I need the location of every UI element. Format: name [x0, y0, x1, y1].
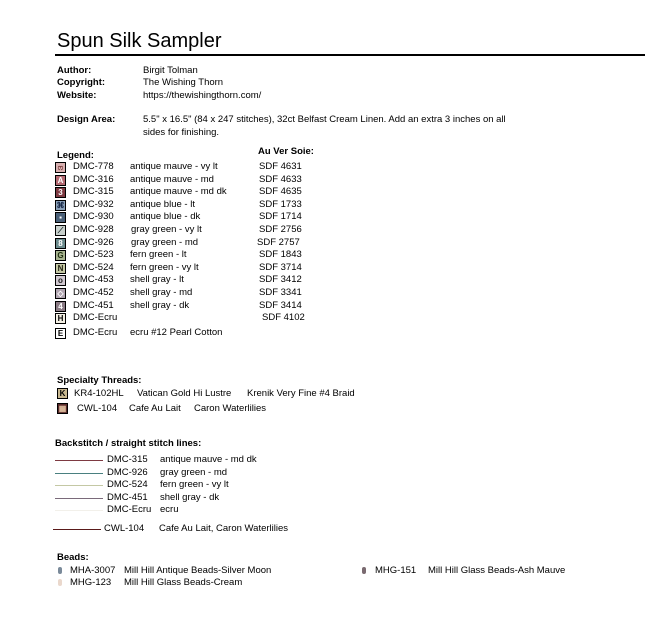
bead-icon	[58, 579, 62, 586]
legend-code: DMC-778	[73, 161, 114, 172]
symbol-icon: K	[57, 388, 68, 399]
specialty-header: Specialty Threads:	[57, 375, 142, 386]
legend-code: DMC-451	[73, 299, 114, 311]
legend-code: DMC-452	[73, 287, 114, 298]
legend-name: antique mauve - vy lt	[130, 161, 218, 172]
legend-name: shell gray - dk	[130, 299, 190, 311]
design-area-value-1: 5.5" x 16.5" (84 x 247 stitches), 32ct Belfast Cream Linen. Add an extra 3 inches on all	[143, 114, 506, 125]
legend-code: DMC-316	[73, 173, 114, 185]
specialty-brand: Caron Waterlilies	[194, 403, 266, 414]
backstitch-name: shell gray - dk	[160, 491, 220, 503]
stitch-line-swatch	[55, 460, 103, 461]
bead-icon	[58, 567, 62, 574]
specialty-brand: Krenik Very Fine #4 Braid	[247, 388, 355, 399]
legend-name: fern green - lt	[130, 249, 187, 261]
specialty-code: KR4-102HL	[74, 388, 124, 399]
stitch-line-swatch	[55, 473, 103, 474]
legend-code: DMC-932	[73, 198, 114, 210]
legend-code: DMC-315	[73, 186, 114, 198]
legend-alt: SDF 1843	[259, 249, 302, 261]
symbol-icon: ▦	[58, 404, 67, 413]
bead-icon	[362, 567, 366, 574]
legend-alt: SDF 2756	[259, 224, 302, 235]
symbol-icon: G	[55, 250, 66, 261]
symbol-icon: H	[55, 313, 66, 324]
copyright-label: Copyright:	[57, 77, 106, 88]
copyright-value: The Wishing Thorn	[143, 77, 224, 88]
stitch-line-swatch	[55, 510, 103, 511]
legend-alt: SDF 2757	[257, 236, 300, 248]
stitch-line-swatch	[55, 498, 103, 499]
legend-alt: SDF 4631	[259, 161, 302, 172]
bead-name: Mill Hill Antique Beads-Silver Moon	[124, 565, 272, 576]
bead-code: MHG-123	[70, 577, 112, 588]
legend-header: Legend:	[57, 150, 94, 161]
backstitch-code: DMC-Ecru	[107, 504, 152, 515]
symbol-icon: ◇	[55, 288, 66, 299]
stitch-line-swatch	[53, 529, 101, 530]
author-value: Birgit Tolman	[143, 65, 198, 76]
legend-code: DMC-Ecru	[73, 327, 118, 338]
legend-code: DMC-524	[73, 261, 114, 273]
legend-name: antique blue - lt	[130, 198, 195, 210]
backstitch-name: antique mauve - md dk	[160, 454, 257, 465]
author-label: Author:	[57, 65, 92, 76]
backstitch-name: fern green - vy lt	[160, 479, 229, 490]
legend-alt: SDF 4102	[262, 312, 305, 323]
specialty-code: CWL-104	[77, 403, 118, 414]
legend-alt: SDF 1714	[259, 211, 302, 223]
symbol-icon: E	[55, 328, 66, 339]
legend-alt: SDF 3412	[259, 274, 302, 286]
legend-code: DMC-523	[73, 249, 114, 261]
website-value[interactable]: https://thewishingthorn.com/	[143, 90, 262, 101]
legend-alt: SDF 3414	[259, 299, 302, 311]
backstitch-code: DMC-926	[107, 466, 148, 478]
legend-name: antique mauve - md dk	[130, 186, 227, 198]
symbol-icon: 8	[55, 238, 66, 249]
symbol-icon: ⌘	[56, 200, 65, 210]
legend-name: shell gray - lt	[130, 274, 184, 286]
page-title: Spun Silk Sampler	[57, 30, 222, 52]
legend-code: DMC-928	[73, 224, 114, 235]
stitch-line-swatch	[55, 485, 103, 486]
legend-code: DMC-Ecru	[73, 312, 118, 323]
legend-name: fern green - vy lt	[130, 261, 199, 273]
backstitch-name: Cafe Au Lait, Caron Waterlilies	[159, 523, 289, 534]
legend-code: DMC-930	[73, 211, 114, 223]
specialty-name: Cafe Au Lait	[129, 403, 181, 414]
title-divider	[55, 54, 645, 56]
symbol-icon: ⟋	[55, 225, 66, 236]
symbol-icon: ෆ	[55, 162, 66, 173]
legend-name: antique blue - dk	[130, 211, 201, 223]
design-area-label: Design Area:	[57, 114, 116, 125]
legend-alt: SDF 4633	[259, 173, 302, 185]
symbol-icon: N	[55, 263, 66, 274]
legend-name: gray green - md	[131, 236, 199, 248]
beads-header: Beads:	[57, 552, 89, 563]
legend-name: ecru #12 Pearl Cotton	[130, 327, 223, 338]
backstitch-code: DMC-451	[107, 491, 148, 503]
bead-code: MHA-3007	[70, 565, 116, 576]
symbol-icon: 4	[55, 301, 66, 312]
legend-name: gray green - vy lt	[131, 224, 202, 235]
symbol-icon: 3	[55, 187, 66, 198]
legend-name: antique mauve - md	[130, 173, 214, 185]
legend-code: DMC-453	[73, 274, 114, 286]
au-ver-soie-header: Au Ver Soie:	[258, 146, 314, 157]
legend-alt: SDF 3714	[259, 261, 302, 273]
bead-name: Mill Hill Glass Beads-Ash Mauve	[428, 565, 566, 576]
legend-alt: SDF 1733	[259, 198, 302, 210]
design-area-value-2: sides for finishing.	[143, 127, 220, 138]
bead-name: Mill Hill Glass Beads-Cream	[124, 577, 243, 588]
symbol-icon: ▪	[55, 212, 66, 223]
legend-code: DMC-926	[73, 236, 114, 248]
specialty-name: Vatican Gold Hi Lustre	[137, 388, 232, 399]
backstitch-code: CWL-104	[104, 523, 145, 534]
legend-alt: SDF 3341	[259, 287, 302, 298]
backstitch-header: Backstitch / straight stitch lines:	[55, 438, 202, 449]
backstitch-name: gray green - md	[160, 466, 228, 478]
symbol-icon: A	[55, 175, 66, 186]
bead-code: MHG-151	[375, 565, 417, 576]
backstitch-name: ecru	[160, 504, 179, 515]
backstitch-code: DMC-524	[107, 479, 148, 490]
legend-name: shell gray - md	[130, 287, 193, 298]
legend-alt: SDF 4635	[259, 186, 302, 198]
backstitch-code: DMC-315	[107, 454, 148, 465]
symbol-icon: o	[55, 275, 66, 286]
website-label: Website:	[57, 90, 97, 101]
